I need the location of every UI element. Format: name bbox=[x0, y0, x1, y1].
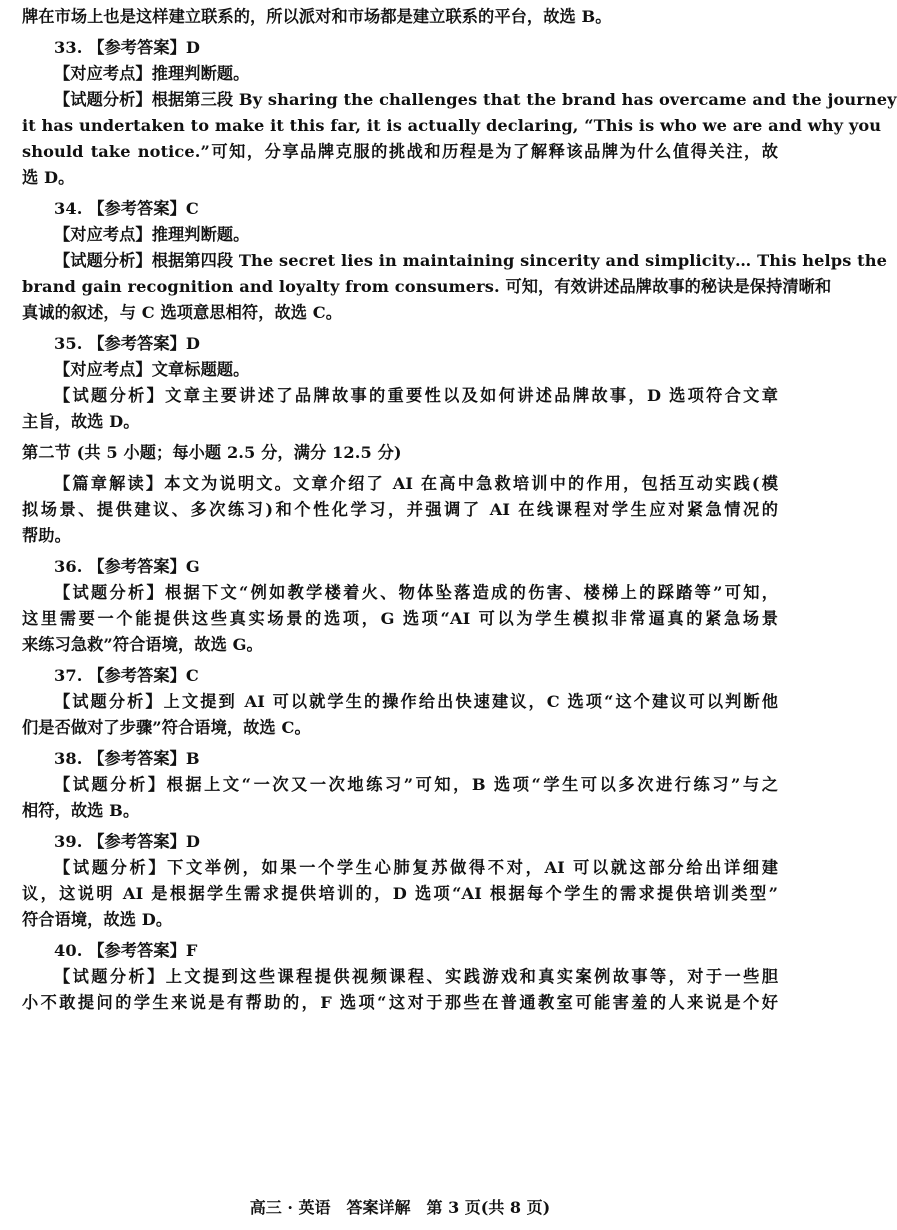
text-line: 【试题分析】上文提到 AI 可以就学生的操作给出快速建议，C 选项“这个建议可以判断他 bbox=[54, 692, 778, 711]
text-line: 35. 【参考答案】D bbox=[54, 334, 201, 353]
text-line: 真诚的叙述，与 C 选项意思相符，故选 C。 bbox=[22, 303, 343, 322]
text-line: 选 D。 bbox=[22, 168, 75, 187]
text-line: 牌在市场上也是这样建立联系的，所以派对和市场都是建立联系的平台，故选 B。 bbox=[22, 7, 612, 26]
text-line: 【试题分析】文章主要讲述了品牌故事的重要性以及如何讲述品牌故事，D 选项符合文章 bbox=[54, 386, 778, 405]
text-line: 34. 【参考答案】C bbox=[54, 199, 199, 218]
text-line: 【篇章解读】本文为说明文。文章介绍了 AI 在高中急救培训中的作用，包括互动实践(模 bbox=[54, 474, 778, 493]
text-line: 【试题分析】根据下文“例如教学楼着火、物体坠落造成的伤害、楼梯上的踩踏等”可知， bbox=[54, 583, 778, 602]
text-line: 37. 【参考答案】C bbox=[54, 666, 199, 685]
text-line: 【对应考点】文章标题题。 bbox=[54, 360, 250, 379]
text-line: 主旨，故选 D。 bbox=[22, 412, 140, 431]
text-line: 40. 【参考答案】F bbox=[54, 941, 198, 960]
text-line: 38. 【参考答案】B bbox=[54, 749, 200, 768]
text-line: 【试题分析】根据第三段 By sharing the challenges that the brand has overcame and the journey bbox=[54, 90, 897, 109]
text-line: 【试题分析】根据第四段 The secret lies in maintaining sincerity and simplicity… This helps the bbox=[54, 251, 888, 270]
text-line: 小不敢提问的学生来说是有帮助的，F 选项“这对于那些在普通教室可能害羞的人来说是个好 bbox=[22, 993, 778, 1012]
text-line: 这里需要一个能提供这些真实场景的选项，G 选项“AI 可以为学生模拟非常逼真的紧急场景 bbox=[22, 609, 778, 628]
text-line: 拟场景、提供建议、多次练习)和个性化学习，并强调了 AI 在线课程对学生应对紧急情况的 bbox=[22, 500, 778, 519]
text-line: should take notice.”可知，分享品牌克服的挑战和历程是为了解释该品牌为什么值得关注，故 bbox=[22, 142, 778, 161]
text-line: 【对应考点】推理判断题。 bbox=[54, 64, 250, 83]
text-line: 符合语境，故选 D。 bbox=[22, 910, 173, 929]
text-line: 36. 【参考答案】G bbox=[54, 557, 200, 576]
text-line: 们是否做对了步骤”符合语境，故选 C。 bbox=[22, 718, 311, 737]
text-line: 帮助。 bbox=[22, 526, 71, 545]
page-footer: 高三 · 英语 答案详解 第 3 页(共 8 页) bbox=[249, 1198, 551, 1217]
text-line: brand gain recognition and loyalty from consumers. 可知，有效讲述品牌故事的秘诀是保持清晰和 bbox=[22, 277, 832, 296]
text-line: 【试题分析】下文举例，如果一个学生心肺复苏做得不对，AI 可以就这部分给出详细建 bbox=[54, 858, 778, 877]
text-line: 【试题分析】上文提到这些课程提供视频课程、实践游戏和真实案例故事等，对于一些胆 bbox=[54, 967, 778, 986]
text-line: 相符，故选 B。 bbox=[22, 801, 140, 820]
text-line: it has undertaken to make it this far, it is actually declaring, “This is who we are and why you bbox=[22, 116, 882, 135]
text-line: 【试题分析】根据上文“一次又一次地练习”可知，B 选项“学生可以多次进行练习”与之 bbox=[54, 775, 778, 794]
text-line: 来练习急救”符合语境，故选 G。 bbox=[22, 635, 263, 654]
text-line: 39. 【参考答案】D bbox=[54, 832, 201, 851]
text-line: 33. 【参考答案】D bbox=[54, 38, 201, 57]
text-line: 【对应考点】推理判断题。 bbox=[54, 225, 250, 244]
text-line: 议，这说明 AI 是根据学生需求提供培训的，D 选项“AI 根据每个学生的需求提供培训类型” bbox=[22, 884, 778, 903]
text-line: 第二节 (共 5 小题；每小题 2.5 分，满分 12.5 分) bbox=[22, 443, 402, 462]
